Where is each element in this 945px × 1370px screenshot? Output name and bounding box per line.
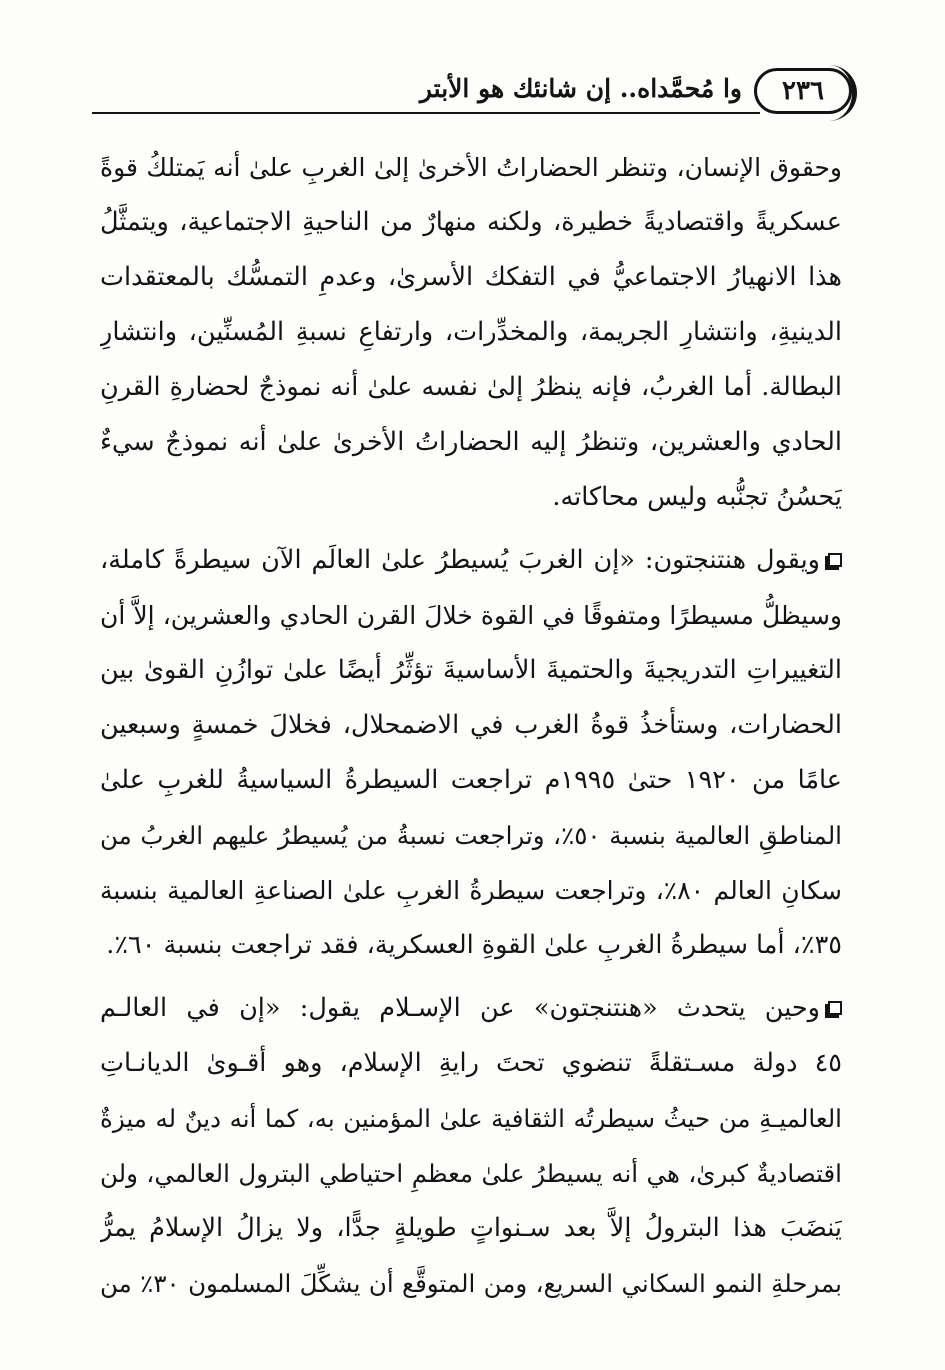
text-line: العالميـةِ من حيثُ سيطرتُه الثقافية علىٰ المؤمنين به، كما أنه دينٌ له ميزةٌ (100, 1104, 842, 1133)
text-line: عسكريةً واقتصاديةً خطيرة، ولكنه منهارٌ من الناحيةِ الاجتماعية، ويتمثَّلُ (100, 207, 842, 237)
text-line-with-bullet (100, 981, 842, 1036)
text-line: وحقوق الإنسان، وتنظر الحضاراتُ الأخرىٰ إلىٰ الغربِ علىٰ أنه يَمتلكُ قوةً (100, 153, 842, 182)
text-line: ٣٥٪، أما سيطرةُ الغربِ علىٰ القوةِ العسكرية، فقد تراجعت بنسبة ٦٠٪. (106, 930, 842, 960)
text-line: سكانِ العالم ٨٠٪، وتراجعت سيطرةُ الغربِ علىٰ الصناعةِ العالمية بنسبة (100, 876, 842, 905)
text-line: البطالة. أما الغربُ، فإنه ينظرُ إلىٰ نفسه علىٰ أنه نموذجٌ لحضارةِ القرنِ (100, 372, 842, 402)
text-line: ويقول هنتنجتون: «إن الغربَ يُسيطرُ علىٰ العالَم الآن سيطرةً كاملة، (100, 545, 820, 575)
paragraph-2 (100, 533, 842, 973)
paragraph-3 (100, 981, 842, 1311)
text-line: التغييراتِ التدريجيةَ والحتميةَ الأساسيةَ تؤثِّرُ أيضًا علىٰ توازُنِ القوىٰ بين (100, 655, 842, 685)
page-number-badge: ٢٣٦ (754, 68, 852, 114)
text-line: الحادي والعشرين، وتنظرُ إليه الحضاراتُ الأخرىٰ علىٰ أنه نموذجٌ سيءٌ (100, 427, 842, 457)
page-header (92, 68, 852, 122)
text-line: بمرحلةِ النمو السكاني السريع، ومن المتوقَّع أن يشكِّلَ المسلمون ٣٠٪ من (100, 1269, 842, 1298)
page-body (100, 140, 842, 1319)
text-line-with-bullet (100, 533, 842, 588)
text-line: الدينيةِ، وانتشارِ الجريمة، والمخدِّرات، وارتفاعِ نسبةِ المُسنِّين، وانتشارِ (100, 317, 842, 347)
paragraph-1 (100, 140, 842, 525)
text-line: اقتصاديةٌ كبرىٰ، هي أنه يسيطرُ علىٰ معظمِ احتياطي البترول العالمي، ولن (100, 1159, 842, 1188)
square-bullet-icon (828, 553, 842, 567)
square-bullet-icon (828, 1001, 842, 1015)
text-line: يَنضَبَ هذا البترولُ إلاَّ بعد سـنواتٍ طويلةٍ جدًّا، ولا يزالُ الإسلامُ يمرُّ (100, 1213, 842, 1243)
running-title: وا مُحمَّداه.. إن شانئك هو الأبتر (419, 74, 742, 103)
text-line: يَحسُنُ تجنُّبه وليس محاكاته. (552, 482, 842, 512)
header-rule (92, 112, 760, 114)
text-line: ٤٥ دولة مسـتقلةً تنضوي تحتَ رايةِ الإسلام، وهو أقـوىٰ الديانـاتِ (100, 1048, 842, 1078)
text-line: وسيظلُّ مسيطرًا ومتفوقًا في القوة خلالَ القرن الحادي والعشرين، إلاَّ أن (100, 601, 842, 630)
text-line: هذا الانهيارُ الاجتماعيُّ في التفكك الأسرىٰ، وعدمِ التمسُّك بالمعتقدات (100, 262, 842, 292)
text-line: الحضارات، وستأخذُ قوةُ الغرب في الاضمحلال، فخلالَ خمسةٍ وسبعين (100, 710, 842, 740)
text-line: المناطقِ العالمية بنسبة ٥٠٪، وتراجعت نسبةُ من يُسيطرُ عليهم الغربُ من (100, 821, 842, 850)
text-line: وحين يتحدث «هنتنجتون» عن الإسـلام يقول: «إن في العالـم (100, 993, 820, 1023)
text-line: عامًا من ١٩٢٠ حتىٰ ١٩٩٥م تراجعت السيطرةُ السياسيةُ للغربِ علىٰ (100, 765, 842, 795)
